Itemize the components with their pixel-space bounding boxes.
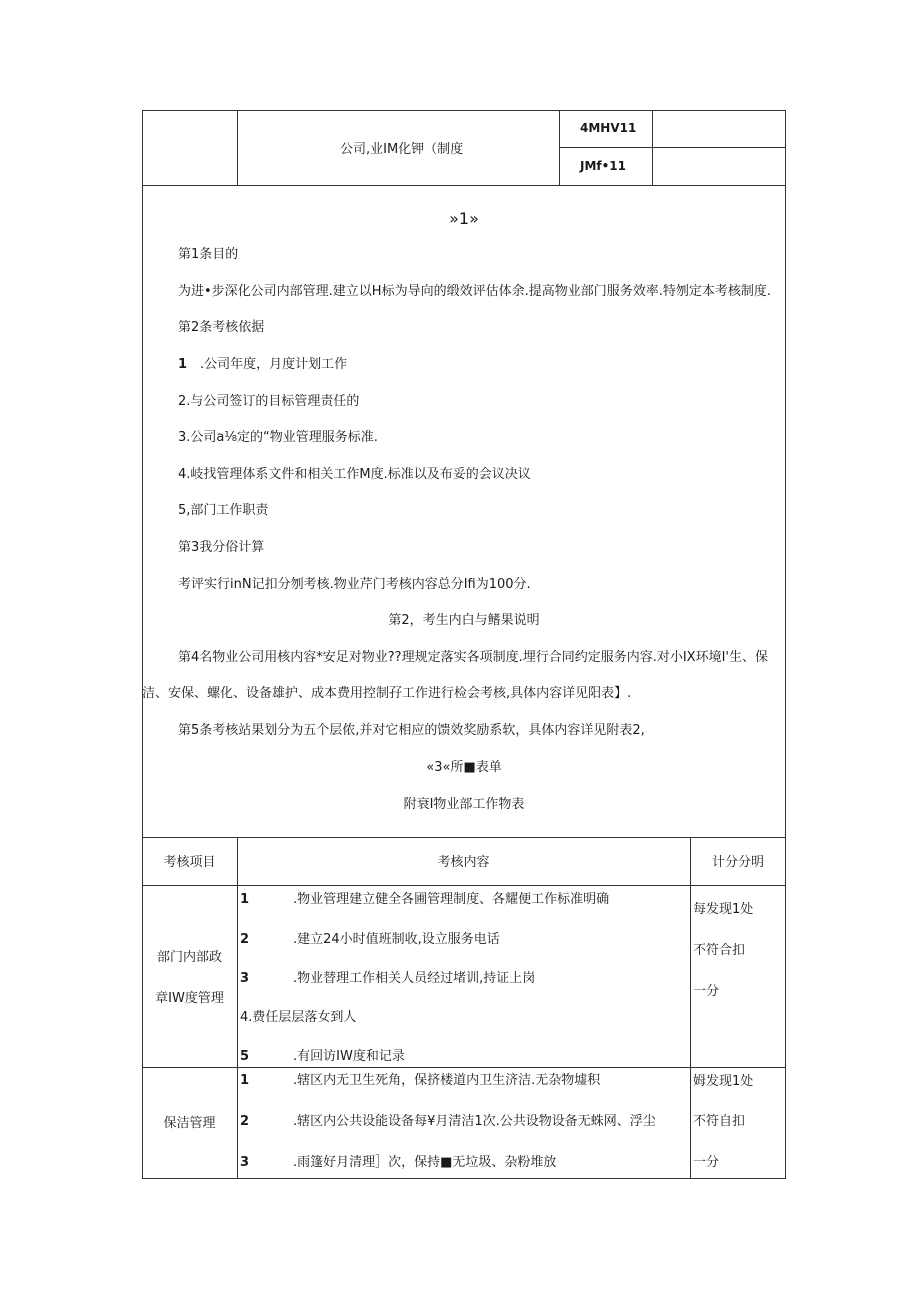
content-text: 4.费任层层落女到人 [240,1010,357,1025]
content-number: 1 [240,892,250,907]
score-note: 不符自扣 [693,1114,746,1129]
list-item: .公司年度，月度计划工作 [200,357,348,372]
content-text: .辖区内无卫生死角，保挤楼道内卫生济洁.无杂物墟积 [293,1073,601,1088]
content-number: 3 [240,1155,250,1170]
content-text: .物业管理建立健全各圃管理制度、各耀便工作标准明确 [293,892,610,907]
article-body: 为进•步深化公司内部管理.建立以H标为导向的缎效评估体余.提高物业部门服务效率.特刎定本考核制度. [178,284,771,299]
header-divider [237,110,238,185]
appendix-title: 附衰I物业部工作物表 [403,797,525,812]
content-text: .雨篷好月清理］次，保持■无垃圾、杂粉堆放 [293,1155,557,1170]
table-header-content: 考核内容 [437,855,490,870]
document-code: 4MHV11 [580,121,637,135]
score-note: 不符合扣 [693,943,746,958]
table-column-rule [690,837,691,1179]
article-title: 第1条目的 [178,247,239,262]
header-divider [559,147,786,148]
article-body: 洁、安保、螺化、设备雄护、成本费用控制孖工作进行检会考核,具体内容详见阳表】. [142,686,632,701]
article-title: 第3我分俗计算 [178,540,265,555]
content-number: 1 [240,1073,250,1088]
content-number: 2 [240,932,250,947]
content-number: 5 [240,1049,250,1064]
document-title: 公司,业IM化钾（制度 [340,142,464,157]
content-text: .有回访IW度和记录 [293,1049,405,1064]
list-item: 5,部门工作职责 [178,503,269,518]
article-body: 第5条考核站果划分为五个层侬,并对它相应的馈效奖励系软，具体内容详见附表2, [178,723,645,738]
score-note: 一分 [693,1155,720,1170]
list-item: 2.与公司签订的目标管理责任的 [178,394,360,409]
article-body: 考评实行inN记扣分刎考核.物业芹门考核内容总分Ifi为100分. [178,577,531,592]
content-number: 3 [240,971,250,986]
row-item-label: 保洁管理 [163,1116,216,1131]
content-text: .物业替理工作相关人员经过堵训,持证上岗 [293,971,536,986]
row-item-label: 章IW度管理 [155,991,224,1006]
table-header-item: 考核项目 [163,855,216,870]
content-text: .辖区内公共设能设备每¥月清洁1次.公共设物设备无蛛网、浮尘 [293,1114,656,1129]
list-item: 4.岐找管理体系文件和相关工作M度.标准以及布妥的会议决议 [178,467,531,482]
list-item: 3.公司a⅛定的“物业管理服务标准. [178,430,378,445]
article-title: 第2条考核依据 [178,320,265,335]
row-item-label: 部门内部政 [156,950,222,965]
table-header-score: 计分分明 [711,855,764,870]
chapter-heading: 第2，考生内白与鳍果说明 [388,613,540,628]
chapter-heading: «3«所■表单 [426,760,502,775]
content-text: .建立24小时值班制收,设立服务电话 [293,932,500,947]
score-note: 一分 [693,984,720,999]
score-note: 每发现1处 [693,902,754,917]
list-number: 1 [178,357,188,372]
header-bottom-rule [142,185,786,186]
table-column-rule [237,837,238,1179]
content-number: 2 [240,1114,250,1129]
article-body: 第4名物业公司用核内容*安足对物业??理规定落实各项制度.埋行合同约定服务内容.对小IX环境I'生、保 [178,650,768,665]
chapter-heading: »1» [449,209,479,228]
score-note: 姆发现1处 [693,1074,754,1089]
document-version: JMf•11 [580,159,626,173]
